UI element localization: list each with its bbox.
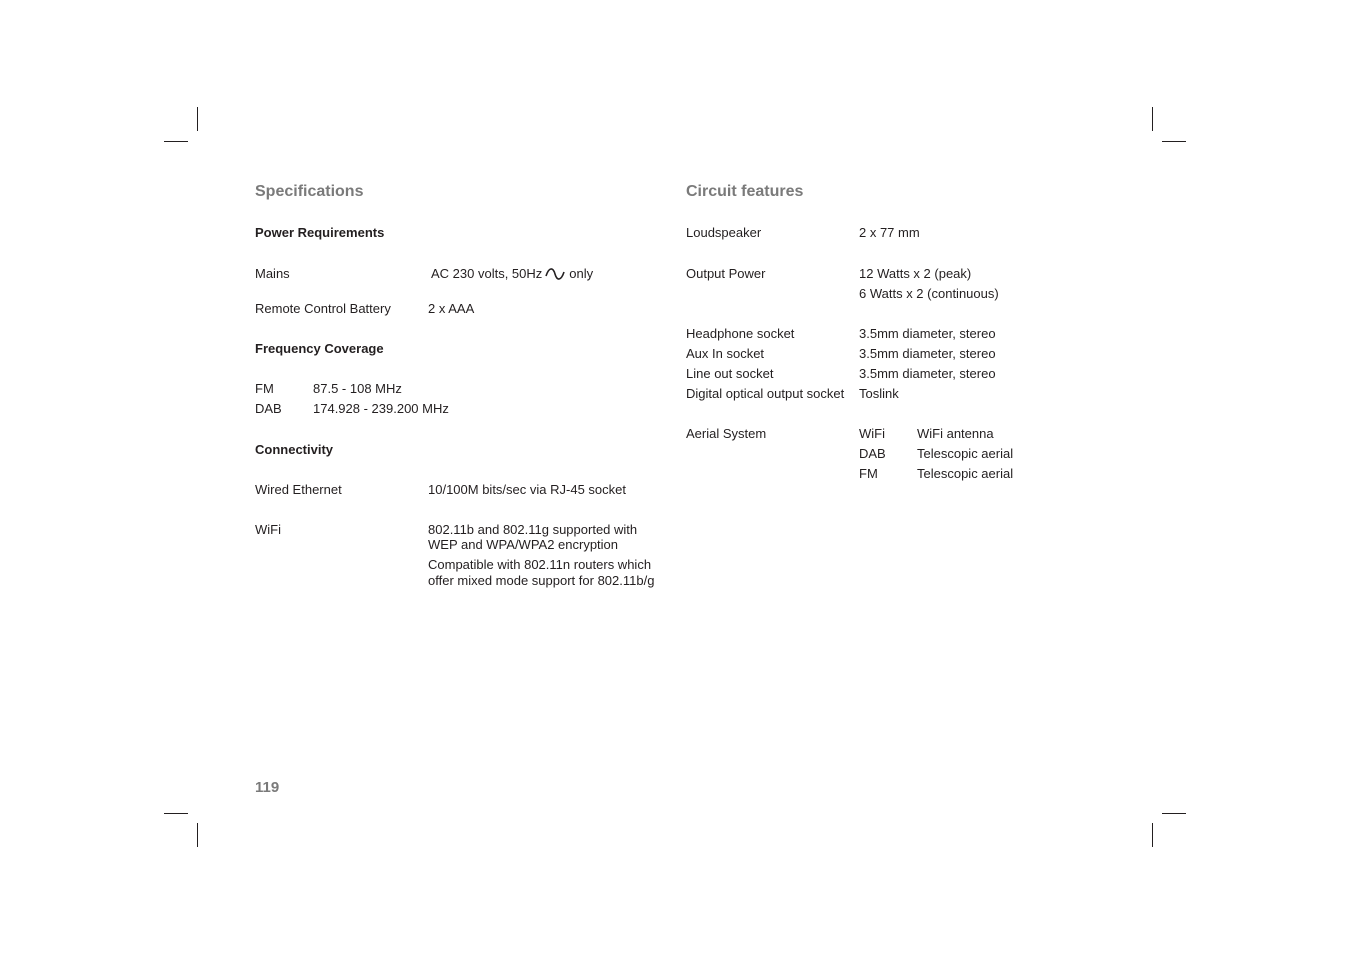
- aux-in-value: 3.5mm diameter, stereo: [859, 346, 996, 361]
- crop-mark-bottom-right-horizontal: [1162, 813, 1186, 814]
- line-out-value: 3.5mm diameter, stereo: [859, 366, 996, 381]
- crop-mark-bottom-right-vertical: [1152, 823, 1153, 847]
- headphone-label: Headphone socket: [686, 326, 795, 341]
- optical-output-label: Digital optical output socket: [686, 386, 845, 401]
- dab-value: 174.928 - 239.200 MHz: [313, 401, 449, 416]
- wifi-value-line2: WEP and WPA/WPA2 encryption: [428, 537, 619, 552]
- ethernet-label: Wired Ethernet: [255, 482, 342, 497]
- circuit-features-title: Circuit features: [686, 183, 804, 200]
- mains-value-suffix: only: [569, 266, 594, 281]
- dab-label: DAB: [255, 401, 282, 416]
- loudspeaker-value: 2 x 77 mm: [859, 225, 920, 240]
- fm-value: 87.5 - 108 MHz: [313, 381, 402, 396]
- aerial-system-label: Aerial System: [686, 426, 767, 441]
- wifi-value-line4: offer mixed mode support for 802.11b/g: [428, 573, 655, 588]
- specifications-title: Specifications: [255, 183, 364, 200]
- connectivity-heading: Connectivity: [255, 442, 334, 457]
- battery-label: Remote Control Battery: [255, 301, 391, 316]
- aerial-dab-band: DAB: [859, 446, 886, 461]
- line-out-label: Line out socket: [686, 366, 774, 381]
- aerial-fm-band: FM: [859, 466, 878, 481]
- mains-value-text: AC 230 volts, 50Hz: [431, 266, 543, 281]
- wifi-label: WiFi: [255, 522, 281, 537]
- aerial-wifi-band: WiFi: [859, 426, 885, 441]
- crop-mark-top-left-horizontal: [164, 141, 188, 142]
- aerial-dab-type: Telescopic aerial: [917, 446, 1014, 461]
- power-requirements-heading: Power Requirements: [255, 225, 385, 240]
- crop-mark-top-right-vertical: [1152, 107, 1153, 131]
- mains-label: Mains: [255, 266, 290, 281]
- optical-output-value: Toslink: [859, 386, 899, 401]
- ethernet-value: 10/100M bits/sec via RJ-45 socket: [428, 482, 626, 497]
- fm-label: FM: [255, 381, 274, 396]
- wifi-value-line3: Compatible with 802.11n routers which: [428, 557, 652, 572]
- aerial-wifi-type: WiFi antenna: [917, 426, 994, 441]
- crop-mark-top-right-horizontal: [1162, 141, 1186, 142]
- page-number: 119: [255, 779, 280, 796]
- output-power-label: Output Power: [686, 266, 766, 281]
- aux-in-label: Aux In socket: [686, 346, 765, 361]
- frequency-coverage-heading: Frequency Coverage: [255, 341, 384, 356]
- crop-mark-bottom-left-vertical: [197, 823, 198, 847]
- loudspeaker-label: Loudspeaker: [686, 225, 762, 240]
- mains-value: [431, 266, 593, 285]
- crop-mark-bottom-left-horizontal: [164, 813, 188, 814]
- ac-sine-wave-icon: [545, 267, 565, 285]
- crop-mark-top-left-vertical: [197, 107, 198, 131]
- headphone-value: 3.5mm diameter, stereo: [859, 326, 996, 341]
- aerial-fm-type: Telescopic aerial: [917, 466, 1014, 481]
- output-power-peak: 12 Watts x 2 (peak): [859, 266, 972, 281]
- output-power-continuous: 6 Watts x 2 (continuous): [859, 286, 999, 301]
- battery-value: 2 x AAA: [428, 301, 475, 316]
- wifi-value-line1: 802.11b and 802.11g supported with: [428, 522, 638, 537]
